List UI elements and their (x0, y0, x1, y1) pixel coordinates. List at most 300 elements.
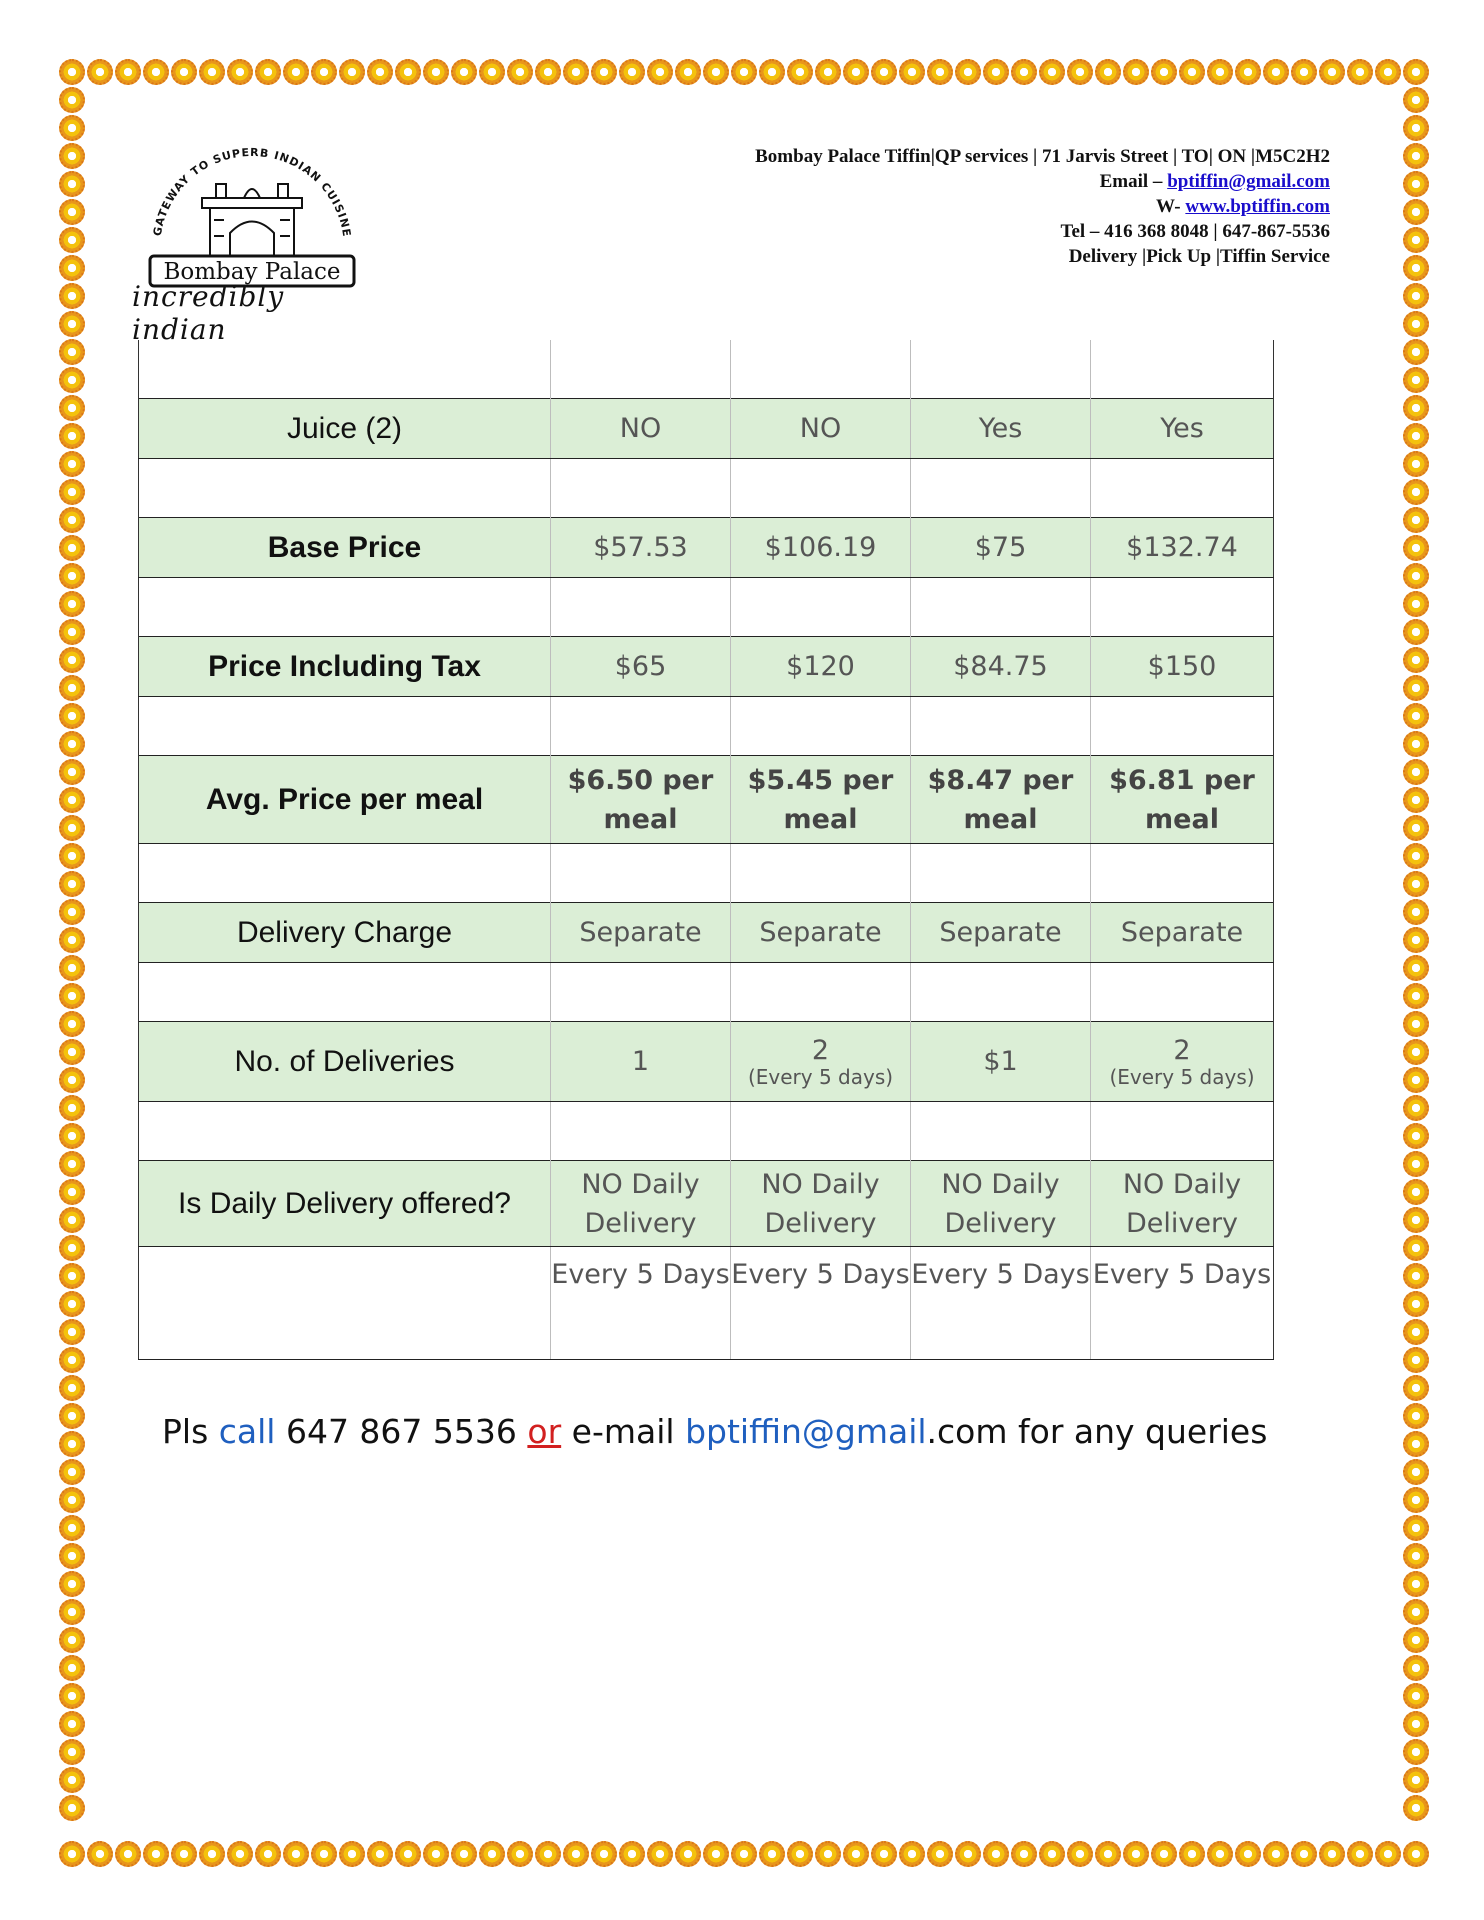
flower-ornament-icon (1403, 1067, 1429, 1093)
flower-ornament-icon (1207, 59, 1233, 85)
flower-ornament-icon (1263, 59, 1289, 85)
cell-value: 1 (631, 1046, 650, 1077)
flower-ornament-icon (1403, 1123, 1429, 1149)
flower-ornament-icon (1095, 1841, 1121, 1867)
table-cell (731, 1022, 911, 1102)
flower-ornament-icon (59, 675, 85, 701)
address-line: Bombay Palace Tiffin|QP services | 71 Jarvis Street | TO| ON |M5C2H2 (755, 146, 1330, 167)
flower-ornament-icon (171, 1841, 197, 1867)
flower-ornament-icon (59, 1347, 85, 1373)
flower-ornament-icon (59, 171, 85, 197)
table-cell: Separate (731, 903, 911, 963)
flower-ornament-icon (59, 1179, 85, 1205)
flower-ornament-icon (1347, 1841, 1373, 1867)
table-row-deliveries (139, 1022, 1274, 1102)
flower-ornament-icon (87, 1841, 113, 1867)
flower-ornament-icon (283, 59, 309, 85)
table-cell: Every 5 Days (911, 1247, 1091, 1360)
flower-ornament-icon (1403, 171, 1429, 197)
flower-ornament-icon (1403, 1039, 1429, 1065)
flower-ornament-icon (1403, 1319, 1429, 1345)
flower-ornament-icon (1403, 1599, 1429, 1625)
flower-ornament-icon (1291, 1841, 1317, 1867)
table-cell: Every 5 Days (551, 1247, 731, 1360)
flower-ornament-icon (1403, 731, 1429, 757)
table-spacer-row (139, 844, 1274, 903)
flower-ornament-icon (1403, 1403, 1429, 1429)
table-cell (139, 1247, 551, 1360)
flower-ornament-icon (1235, 59, 1261, 85)
flower-ornament-icon (1123, 1841, 1149, 1867)
flower-ornament-icon (339, 59, 365, 85)
website-prefix: W- (1156, 196, 1186, 217)
flower-ornament-icon (703, 1841, 729, 1867)
flower-ornament-icon (59, 927, 85, 953)
flower-ornament-icon (1403, 703, 1429, 729)
flower-ornament-icon (283, 1841, 309, 1867)
flower-ornament-icon (1403, 451, 1429, 477)
flower-ornament-icon (423, 59, 449, 85)
flower-ornament-icon (339, 1841, 365, 1867)
flower-ornament-icon (1403, 199, 1429, 225)
flower-ornament-icon (1403, 1207, 1429, 1233)
flower-ornament-icon (59, 759, 85, 785)
flower-ornament-icon (59, 1487, 85, 1513)
footer-phone: 647 867 5536 (275, 1412, 528, 1451)
flower-ornament-icon (1403, 227, 1429, 253)
flower-ornament-icon (479, 59, 505, 85)
flower-ornament-icon (59, 1011, 85, 1037)
flower-ornament-icon (87, 59, 113, 85)
flower-ornament-icon (59, 1571, 85, 1597)
flower-ornament-icon (199, 59, 225, 85)
flower-ornament-icon (255, 59, 281, 85)
flower-ornament-icon (1403, 1011, 1429, 1037)
flower-ornament-icon (59, 199, 85, 225)
flower-ornament-icon (59, 1599, 85, 1625)
table-cell: $6.50 per meal (551, 756, 731, 844)
flower-ornament-icon (647, 59, 673, 85)
table-spacer-row (139, 340, 1274, 399)
flower-ornament-icon (1403, 311, 1429, 337)
flower-ornament-icon (1179, 1841, 1205, 1867)
row-label: Price Including Tax (139, 637, 551, 697)
flower-ornament-icon (983, 59, 1009, 85)
flower-ornament-icon (1403, 1739, 1429, 1765)
flower-ornament-icon (1347, 59, 1373, 85)
flower-ornament-icon (59, 1375, 85, 1401)
flower-ornament-icon (59, 479, 85, 505)
flower-ornament-icon (1403, 283, 1429, 309)
row-label: Juice (2) (139, 399, 551, 459)
table-row-daily-delivery (139, 1161, 1274, 1247)
flower-ornament-icon (1403, 1711, 1429, 1737)
flower-ornament-icon (1403, 983, 1429, 1009)
flower-ornament-icon (787, 1841, 813, 1867)
table-spacer-row (139, 1102, 1274, 1161)
flower-ornament-icon (619, 59, 645, 85)
cell-value: $1 (983, 1046, 1018, 1077)
flower-ornament-icon (1263, 1841, 1289, 1867)
footer-email-tail: .com for any queries (926, 1412, 1268, 1451)
flower-ornament-icon (1403, 1347, 1429, 1373)
footer-contact-line (162, 1412, 1267, 1451)
table-row-base-price (139, 518, 1274, 578)
table-cell: $84.75 (911, 637, 1091, 697)
flower-ornament-icon (59, 1291, 85, 1317)
flower-ornament-icon (1319, 59, 1345, 85)
website-link[interactable]: www.bptiffin.com (1185, 196, 1330, 217)
flower-ornament-icon (1403, 535, 1429, 561)
flower-ornament-icon (59, 255, 85, 281)
email-line (755, 169, 1330, 194)
table-spacer-row (139, 459, 1274, 518)
table-row-juice (139, 399, 1274, 459)
flower-ornament-icon (1403, 927, 1429, 953)
flower-ornament-icon (1403, 1487, 1429, 1513)
flower-ornament-icon (983, 1841, 1009, 1867)
flower-ornament-icon (59, 843, 85, 869)
table-cell (1091, 1022, 1274, 1102)
flower-ornament-icon (227, 1841, 253, 1867)
logo-ring-text: GATEWAY TO SUPERB INDIAN CUISINE (150, 145, 354, 239)
footer-call-word: call (218, 1412, 276, 1451)
flower-ornament-icon (59, 339, 85, 365)
flower-border-bottom (58, 1840, 1430, 1868)
cell-value: 2 (1173, 1035, 1191, 1066)
flower-ornament-icon (311, 1841, 337, 1867)
flower-ornament-icon (535, 59, 561, 85)
table-spacer-row (139, 697, 1274, 756)
flower-ornament-icon (619, 1841, 645, 1867)
flower-ornament-icon (815, 1841, 841, 1867)
cell-value: 2 (811, 1035, 830, 1066)
flower-ornament-icon (1403, 395, 1429, 421)
flower-ornament-icon (563, 59, 589, 85)
flower-ornament-icon (59, 899, 85, 925)
flower-ornament-icon (479, 1841, 505, 1867)
table-cell: Yes (911, 399, 1091, 459)
flower-ornament-icon (591, 1841, 617, 1867)
table-cell: $5.45 per meal (731, 756, 911, 844)
flower-ornament-icon (591, 59, 617, 85)
flower-ornament-icon (1403, 1431, 1429, 1457)
flower-ornament-icon (143, 1841, 169, 1867)
flower-ornament-icon (507, 1841, 533, 1867)
footer-or-word: or (527, 1412, 562, 1451)
flower-ornament-icon (1375, 59, 1401, 85)
table-cell: NO Daily Delivery (731, 1161, 911, 1247)
flower-ornament-icon (1403, 1179, 1429, 1205)
flower-ornament-icon (59, 451, 85, 477)
flower-ornament-icon (59, 1207, 85, 1233)
flower-ornament-icon (1403, 675, 1429, 701)
table-cell: $8.47 per meal (911, 756, 1091, 844)
table-cell: NO Daily Delivery (911, 1161, 1091, 1247)
flower-ornament-icon (1235, 1841, 1261, 1867)
header-contact-block (755, 144, 1330, 269)
flower-ornament-icon (1207, 1841, 1233, 1867)
flower-ornament-icon (59, 1767, 85, 1793)
flower-ornament-icon (1095, 59, 1121, 85)
flower-ornament-icon (59, 1795, 85, 1821)
flower-ornament-icon (1123, 59, 1149, 85)
flower-ornament-icon (1403, 479, 1429, 505)
flower-ornament-icon (59, 815, 85, 841)
flower-ornament-icon (1039, 1841, 1065, 1867)
flower-ornament-icon (199, 1841, 225, 1867)
table-cell: $150 (1091, 637, 1274, 697)
flower-ornament-icon (675, 59, 701, 85)
table-row-price-incl-tax (139, 637, 1274, 697)
flower-ornament-icon (1403, 759, 1429, 785)
table-cell: Yes (1091, 399, 1274, 459)
row-label: Delivery Charge (139, 903, 551, 963)
cell-subtext: (Every 5 days) (747, 1065, 894, 1089)
flower-ornament-icon (1403, 255, 1429, 281)
flower-border-right (1402, 86, 1430, 1840)
flower-ornament-icon (367, 1841, 393, 1867)
flower-ornament-icon (1403, 1095, 1429, 1121)
flower-ornament-icon (59, 619, 85, 645)
flower-ornament-icon (395, 1841, 421, 1867)
flower-ornament-icon (1403, 339, 1429, 365)
flower-ornament-icon (59, 1711, 85, 1737)
flower-ornament-icon (59, 1739, 85, 1765)
table-cell (551, 1022, 731, 1102)
flower-ornament-icon (1403, 1543, 1429, 1569)
row-label: Base Price (139, 518, 551, 578)
table-cell: Separate (911, 903, 1091, 963)
flower-ornament-icon (59, 395, 85, 421)
flower-ornament-icon (1011, 1841, 1037, 1867)
flower-ornament-icon (311, 59, 337, 85)
flower-ornament-icon (59, 1095, 85, 1121)
table-cell: Separate (1091, 903, 1274, 963)
table-cell: $75 (911, 518, 1091, 578)
flower-ornament-icon (955, 1841, 981, 1867)
flower-ornament-icon (451, 59, 477, 85)
table-cell: $120 (731, 637, 911, 697)
flower-ornament-icon (59, 143, 85, 169)
flower-ornament-icon (731, 59, 757, 85)
flower-ornament-icon (395, 59, 421, 85)
table-cell: Every 5 Days (1091, 1247, 1274, 1360)
flower-ornament-icon (703, 59, 729, 85)
flower-ornament-icon (871, 59, 897, 85)
cell-subtext: (Every 5 days) (1109, 1065, 1255, 1089)
flower-ornament-icon (955, 59, 981, 85)
flower-ornament-icon (59, 87, 85, 113)
flower-ornament-icon (1403, 1291, 1429, 1317)
flower-ornament-icon (1403, 143, 1429, 169)
flower-ornament-icon (1403, 1235, 1429, 1261)
flower-ornament-icon (1151, 59, 1177, 85)
flower-ornament-icon (59, 507, 85, 533)
flower-border-top (58, 58, 1430, 86)
flower-ornament-icon (59, 1683, 85, 1709)
flower-ornament-icon (59, 703, 85, 729)
table-cell: Separate (551, 903, 731, 963)
table-cell: NO Daily Delivery (551, 1161, 731, 1247)
logo-name: Bombay Palace (163, 259, 341, 285)
table-spacer-row (139, 963, 1274, 1022)
table-cell: $6.81 per meal (1091, 756, 1274, 844)
flower-ornament-icon (1403, 871, 1429, 897)
pricing-table (138, 340, 1274, 1360)
table-cell: NO (551, 399, 731, 459)
flower-ornament-icon (59, 115, 85, 141)
flower-ornament-icon (1403, 787, 1429, 813)
flower-ornament-icon (1403, 591, 1429, 617)
flower-ornament-icon (59, 59, 85, 85)
flower-ornament-icon (171, 59, 197, 85)
table-cell: NO (731, 399, 911, 459)
flower-ornament-icon (843, 59, 869, 85)
flower-ornament-icon (59, 1543, 85, 1569)
flower-ornament-icon (843, 1841, 869, 1867)
table-cell: NO Daily Delivery (1091, 1161, 1274, 1247)
flower-ornament-icon (59, 1235, 85, 1261)
flower-ornament-icon (1403, 1375, 1429, 1401)
flower-ornament-icon (59, 563, 85, 589)
flower-ornament-icon (927, 1841, 953, 1867)
flower-ornament-icon (1151, 1841, 1177, 1867)
table-row-frequency (139, 1247, 1274, 1360)
email-prefix: Email – (1099, 171, 1168, 192)
flower-ornament-icon (1403, 1571, 1429, 1597)
flower-ornament-icon (759, 59, 785, 85)
flower-ornament-icon (59, 1841, 85, 1867)
row-label: Is Daily Delivery offered? (139, 1161, 551, 1247)
table-row-delivery-charge (139, 903, 1274, 963)
row-label: Avg. Price per meal (139, 756, 551, 844)
flower-ornament-icon (1067, 59, 1093, 85)
flower-ornament-icon (899, 59, 925, 85)
flower-ornament-icon (115, 59, 141, 85)
flower-ornament-icon (423, 1841, 449, 1867)
flower-ornament-icon (563, 1841, 589, 1867)
flower-ornament-icon (1403, 1627, 1429, 1653)
flower-ornament-icon (59, 1655, 85, 1681)
flower-ornament-icon (59, 591, 85, 617)
table-cell (911, 1022, 1091, 1102)
flower-ornament-icon (59, 647, 85, 673)
flower-ornament-icon (1403, 115, 1429, 141)
flower-ornament-icon (367, 59, 393, 85)
table-cell: $106.19 (731, 518, 911, 578)
flower-ornament-icon (59, 1459, 85, 1485)
flower-ornament-icon (1403, 955, 1429, 981)
flower-ornament-icon (59, 423, 85, 449)
flower-ornament-icon (59, 1431, 85, 1457)
flower-ornament-icon (1403, 1795, 1429, 1821)
phone-line: Tel – 416 368 8048 | 647-867-5536 (1060, 221, 1330, 242)
flower-ornament-icon (1403, 1515, 1429, 1541)
flower-ornament-icon (731, 1841, 757, 1867)
flower-ornament-icon (1067, 1841, 1093, 1867)
flower-ornament-icon (647, 1841, 673, 1867)
flower-ornament-icon (1403, 899, 1429, 925)
footer-pls: Pls (162, 1412, 219, 1451)
footer-email-label: e-mail (561, 1412, 686, 1451)
flower-ornament-icon (787, 59, 813, 85)
flower-ornament-icon (1403, 367, 1429, 393)
flower-ornament-icon (759, 1841, 785, 1867)
flower-ornament-icon (59, 731, 85, 757)
flower-ornament-icon (535, 1841, 561, 1867)
flower-ornament-icon (115, 1841, 141, 1867)
flower-ornament-icon (1403, 1655, 1429, 1681)
flower-ornament-icon (59, 955, 85, 981)
flower-ornament-icon (59, 983, 85, 1009)
flower-ornament-icon (59, 1067, 85, 1093)
flower-ornament-icon (59, 1039, 85, 1065)
flower-ornament-icon (59, 1123, 85, 1149)
flower-ornament-icon (927, 59, 953, 85)
flower-ornament-icon (815, 59, 841, 85)
services-line: Delivery |Pick Up |Tiffin Service (1068, 246, 1330, 267)
table-cell: Every 5 Days (731, 1247, 911, 1360)
flower-ornament-icon (1179, 59, 1205, 85)
flower-ornament-icon (1403, 647, 1429, 673)
flower-ornament-icon (59, 311, 85, 337)
flower-ornament-icon (1403, 1151, 1429, 1177)
flower-ornament-icon (1403, 87, 1429, 113)
flower-ornament-icon (507, 59, 533, 85)
flower-ornament-icon (59, 871, 85, 897)
footer-email-link[interactable]: bptiffin@gmail (685, 1412, 927, 1451)
table-cell: $132.74 (1091, 518, 1274, 578)
website-line (755, 194, 1330, 219)
flower-ornament-icon (1403, 507, 1429, 533)
flower-ornament-icon (1403, 563, 1429, 589)
flower-ornament-icon (59, 227, 85, 253)
flower-ornament-icon (1403, 59, 1429, 85)
flower-ornament-icon (451, 1841, 477, 1867)
table-spacer-row (139, 578, 1274, 637)
flower-ornament-icon (143, 59, 169, 85)
flower-ornament-icon (1403, 1767, 1429, 1793)
flower-ornament-icon (675, 1841, 701, 1867)
logo-tagline: incredibly indian (132, 280, 285, 346)
flower-ornament-icon (1403, 619, 1429, 645)
flower-border-left (58, 86, 86, 1840)
svg-text:GATEWAY TO SUPERB INDIAN CUISI (151, 146, 354, 238)
flower-ornament-icon (59, 1627, 85, 1653)
flower-ornament-icon (1403, 1841, 1429, 1867)
flower-ornament-icon (59, 1263, 85, 1289)
flower-ornament-icon (227, 59, 253, 85)
flower-ornament-icon (1375, 1841, 1401, 1867)
flower-ornament-icon (59, 367, 85, 393)
table-cell: $57.53 (551, 518, 731, 578)
flower-ornament-icon (59, 535, 85, 561)
flower-ornament-icon (59, 1515, 85, 1541)
flower-ornament-icon (255, 1841, 281, 1867)
flower-ornament-icon (59, 787, 85, 813)
email-link[interactable]: bptiffin@gmail.com (1167, 171, 1330, 192)
flower-ornament-icon (1403, 1683, 1429, 1709)
flower-ornament-icon (1011, 59, 1037, 85)
flower-ornament-icon (1403, 423, 1429, 449)
flower-ornament-icon (1039, 59, 1065, 85)
table-cell: $65 (551, 637, 731, 697)
flower-ornament-icon (59, 1151, 85, 1177)
flower-ornament-icon (1403, 815, 1429, 841)
flower-ornament-icon (871, 1841, 897, 1867)
flower-ornament-icon (59, 1319, 85, 1345)
